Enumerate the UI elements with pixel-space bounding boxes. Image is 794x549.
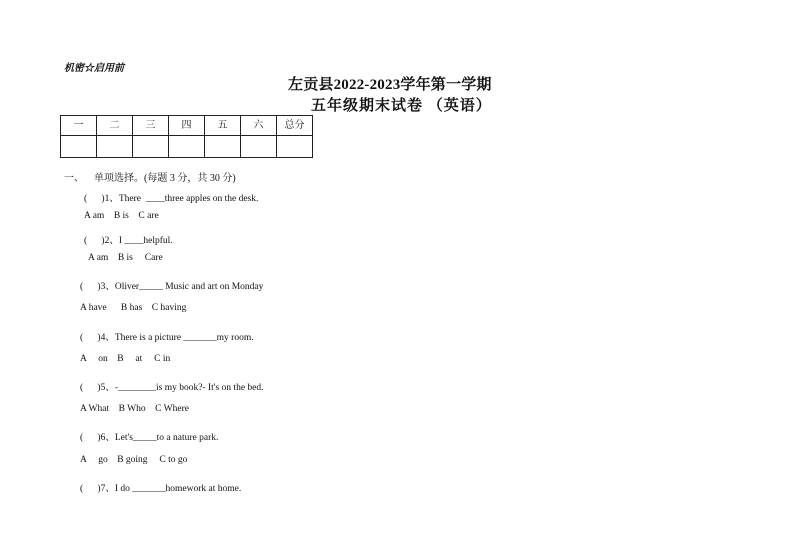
score-header-1: 一 xyxy=(61,116,97,136)
exam-subtitle: 五年级期末试卷 （英语） xyxy=(311,98,492,114)
score-cell xyxy=(205,136,241,158)
score-header-5: 五 xyxy=(205,116,241,136)
score-cell xyxy=(133,136,169,158)
question-1-options: A am B is C are xyxy=(84,211,159,221)
section-number: 一、 xyxy=(64,173,84,184)
score-cell xyxy=(277,136,313,158)
question-7-stem: ( )7、I do _______homework at home. xyxy=(80,484,242,494)
question-4-options: A on B at C in xyxy=(80,354,171,364)
score-header-3: 三 xyxy=(133,116,169,136)
score-cell xyxy=(97,136,133,158)
section-heading xyxy=(64,169,236,184)
score-cell xyxy=(61,136,97,158)
confidential-label: 机密☆启用前 xyxy=(64,63,124,74)
question-3-options: A have B has C having xyxy=(80,303,187,313)
score-header-total: 总分 xyxy=(277,116,313,136)
section-title: 单项选择。(每题 3 分，共 30 分) xyxy=(94,173,236,184)
score-header-4: 四 xyxy=(169,116,205,136)
question-1-stem: ( )1、There ____three apples on the desk. xyxy=(84,194,259,204)
score-table-header-row xyxy=(61,116,313,136)
score-header-2: 二 xyxy=(97,116,133,136)
question-5-stem: ( )5、-________is my book?- It's on the bed. xyxy=(80,383,264,393)
question-5-options: A What B Who C Where xyxy=(80,404,189,414)
question-6-options: A go B going C to go xyxy=(80,455,188,465)
question-3-stem: ( )3、Oliver_____ Music and art on Monday xyxy=(80,282,264,292)
score-cell xyxy=(241,136,277,158)
score-cell xyxy=(169,136,205,158)
exam-title: 左贡县2022-2023学年第一学期 xyxy=(288,77,492,93)
question-2-stem: ( )2、I ____helpful. xyxy=(84,236,173,246)
question-2-options: A am B is Care xyxy=(88,253,163,263)
question-6-stem: ( )6、Let's_____to a nature park. xyxy=(80,433,219,443)
score-header-6: 六 xyxy=(241,116,277,136)
score-table-score-row xyxy=(61,136,313,158)
score-table xyxy=(60,115,313,158)
question-4-stem: ( )4、There is a picture _______my room. xyxy=(80,333,254,343)
